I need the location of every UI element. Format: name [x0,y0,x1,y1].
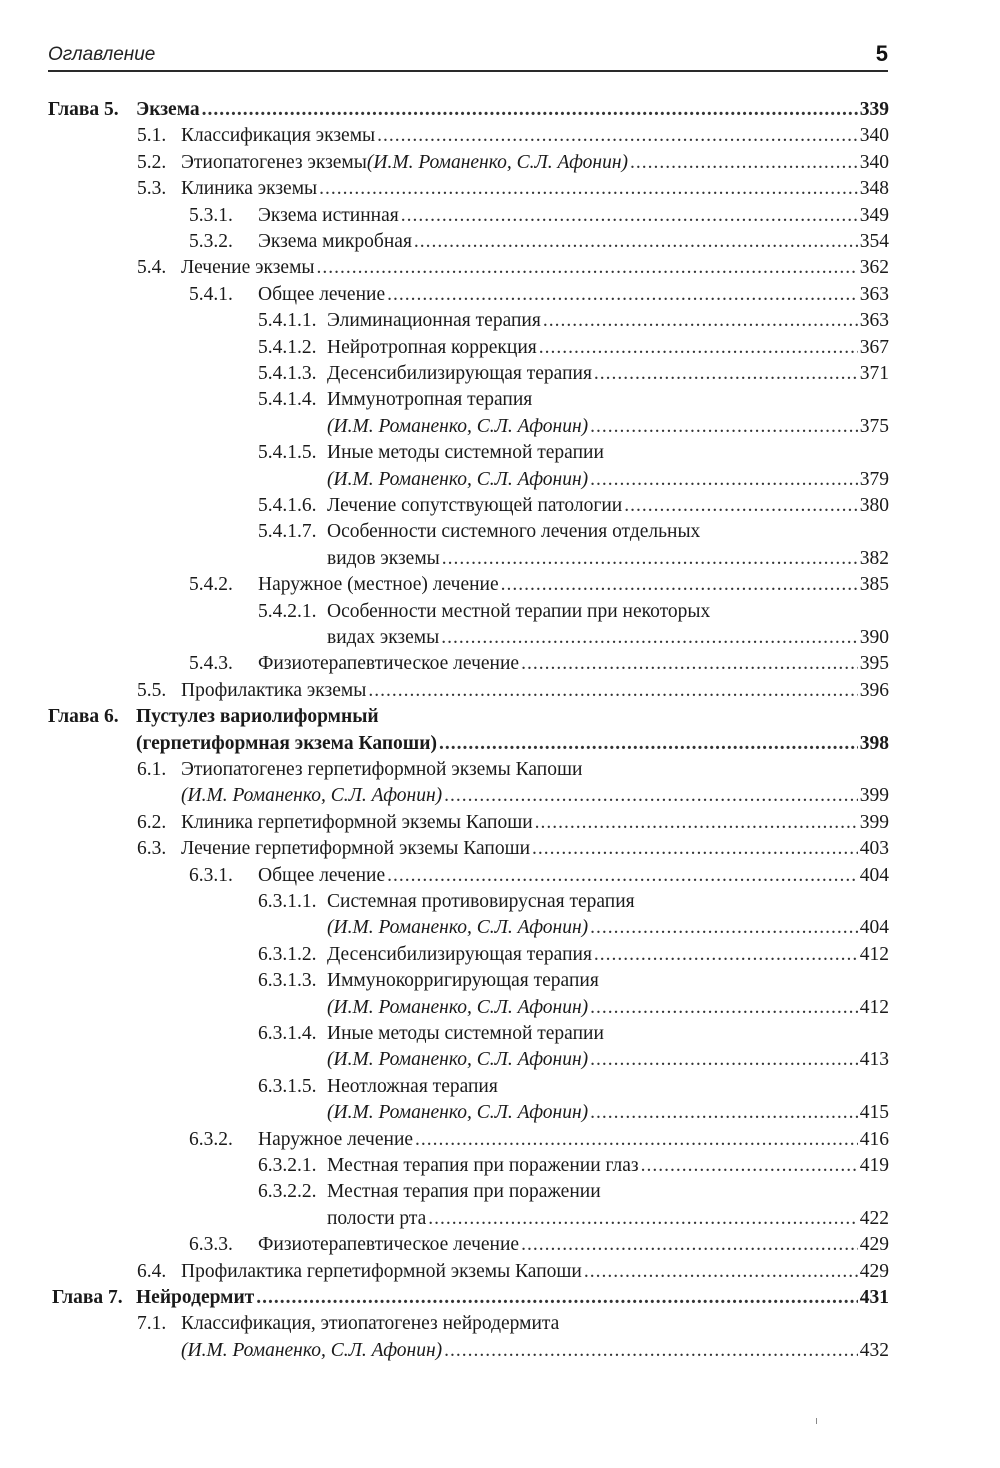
toc-row [0,783,1000,809]
toc-page-number: 398 [859,732,889,754]
toc-leader-dots [535,810,858,836]
toc-page-number: 380 [859,495,889,516]
page-header [48,42,888,72]
toc-row [0,625,1000,651]
toc-title: Классификация экземы [181,125,376,147]
toc-number: 5.5. [137,679,167,701]
toc-leader-dots [444,1338,858,1364]
toc-title: Десенсибилизирующая терапия [327,363,592,384]
toc-row [0,1153,1000,1179]
toc-number: 5.2. [137,151,167,173]
toc-title: Элиминационная терапия [327,310,541,332]
toc-page-number: 422 [859,1207,889,1229]
toc-number: 5.4.1.7. [258,521,317,543]
toc-title: Иммунотропная терапия [327,389,533,411]
toc-row [0,255,1000,281]
toc-leader-dots [590,414,858,440]
toc-authors: (И.М. Романенко, С.Л. Афонин) [366,151,628,173]
toc-row [0,308,1000,334]
toc-row [0,1100,1000,1126]
toc-number: 6.3.1. [189,864,233,886]
toc-leader-dots [256,1285,857,1311]
toc-number: 5.4.2. [189,574,233,596]
toc-row [0,889,1000,915]
toc-page-number: 429 [859,1260,889,1282]
toc-leader-dots [594,942,858,968]
toc-page-number: 413 [859,1049,889,1071]
toc-leader-dots [594,361,858,387]
toc-chapter-row [0,731,1000,757]
toc-number: 5.4.1.6. [258,495,317,516]
toc-row [0,942,1000,968]
toc-number: 5.3.1. [189,204,233,226]
toc-leader-dots [442,546,858,572]
toc-row [0,651,1000,677]
toc-leader-dots [590,1047,858,1073]
toc-page-number: 339 [859,99,889,120]
toc-number: 5.4.1.3. [258,363,317,384]
toc-number: 5.4.2.1. [258,600,317,622]
toc-title: Местная терапия при поражении глаз [327,1155,639,1176]
toc-title: Особенности местной терапии при некоторых [327,600,711,622]
toc-title: Экзема микробная [258,231,412,252]
toc-number: 6.3.1.1. [258,891,317,912]
toc-leader-dots [630,150,858,176]
toc-leader-dots [590,995,858,1021]
toc-number: 5.3.2. [189,231,233,252]
toc-leader-dots [439,731,858,757]
toc-number: 6.3.2. [189,1128,233,1150]
toc-page-number: 416 [859,1128,889,1150]
toc-leader-dots [532,836,858,862]
toc-row [0,1047,1000,1073]
toc-row [0,123,1000,149]
toc-page-number: 396 [859,679,889,701]
toc-row [0,1206,1000,1232]
toc-title: Десенсибилизирующая терапия [327,943,592,965]
toc-row [0,519,1000,545]
toc-row [0,1021,1000,1047]
toc-number: 6.3.1.4. [258,1023,317,1044]
toc-number: 5.4.3. [189,653,233,675]
toc-page-number: 390 [859,627,889,648]
toc-page-number: 348 [859,178,889,200]
toc-title: Иммунокорригирующая терапия [327,970,599,992]
toc-row [0,203,1000,229]
toc-number: 6.4. [137,1260,167,1282]
toc-leader-dots [590,467,858,493]
toc-row [0,1232,1000,1258]
toc-row [0,968,1000,994]
toc-title: видах экземы [327,627,440,648]
toc-page-number: 431 [859,1287,889,1308]
toc-page-number: 363 [859,310,889,332]
toc-title: Наружное лечение [258,1128,414,1150]
toc-leader-dots [319,176,858,202]
toc-row [0,810,1000,836]
toc-number: 5.4.1.4. [258,389,317,411]
running-head-section: Оглавление [48,44,156,65]
toc-number: 6.3.1.3. [258,970,317,992]
toc-leader-dots [539,335,858,361]
toc-page-number: 412 [859,996,889,1018]
toc-leader-dots [584,1259,858,1285]
toc-title: видов экземы [327,547,440,569]
toc-page-number: 403 [859,838,889,860]
toc-row [0,467,1000,493]
toc-number: 6.3.2.1. [258,1155,317,1176]
toc-chapter-row [0,704,1000,730]
toc-title: Системная противовирусная терапия [327,891,635,912]
toc-page-number: 340 [859,151,889,173]
toc-authors: (И.М. Романенко, С.Л. Афонин) [181,1339,443,1361]
toc-leader-dots [317,255,858,281]
page-number: 5 [875,41,888,66]
toc-row [0,995,1000,1021]
toc-title: Лечение герпетиформной экземы Капоши [181,838,531,860]
toc-leader-dots [202,97,858,123]
toc-title: Клиника герпетиформной экземы Капоши [181,811,533,833]
toc-title: Физиотерапевтическое лечение [258,1234,520,1256]
toc-row [0,863,1000,889]
toc-number: 5.4.1.1. [258,310,317,332]
toc-title: Особенности системного лечения отдельных [327,521,701,543]
toc-authors: (И.М. Романенко, С.Л. Афонин) [327,1049,589,1071]
toc-row [0,1074,1000,1100]
toc-page-number: 399 [859,811,889,833]
print-mark [816,1418,817,1424]
toc-number: 5.4.1.2. [258,336,317,358]
toc-title: (герпетиформная экзема Капоши) [136,732,438,754]
toc-page-number: 415 [859,1102,889,1124]
toc-title: Лечение сопутствующей патологии [327,495,623,516]
toc-authors: (И.М. Романенко, С.Л. Афонин) [327,468,589,490]
toc-authors: (И.М. Романенко, С.Л. Афонин) [327,415,589,437]
toc-number: 6.2. [137,811,167,833]
toc-row [0,1127,1000,1153]
toc-title: Общее лечение [258,864,386,886]
toc-page-number: 367 [859,336,889,358]
toc-row [0,335,1000,361]
toc-title: Нейродермит [136,1287,255,1308]
toc-number: 6.1. [137,759,167,780]
toc-leader-dots [377,123,858,149]
toc-title: Этиопатогенез герпетиформной экземы Капоши [181,759,583,780]
toc-leader-dots [590,1100,858,1126]
toc-leader-dots [401,203,858,229]
toc-row [0,1311,1000,1337]
toc-row [0,282,1000,308]
toc-page-number: 379 [859,468,889,490]
toc-leader-dots [521,651,858,677]
toc-page-number: 362 [859,257,889,279]
toc-title: Экзема [136,99,200,120]
toc-title: Этиопатогенез экземы [181,151,367,173]
toc-leader-dots [590,915,858,941]
toc-title: Местная терапия при поражении [327,1181,601,1203]
toc-row [0,836,1000,862]
toc-title: Нейротропная коррекция [327,336,537,358]
toc-row [0,387,1000,413]
toc-page-number: 340 [859,125,889,147]
toc-title: Профилактика герпетиформной экземы Капоши [181,1260,582,1282]
toc-number: 6.3. [137,838,167,860]
toc-leader-dots [444,783,858,809]
toc-page-number: 363 [859,283,889,305]
toc-leader-dots [368,678,857,704]
toc-row [0,150,1000,176]
toc-title: Неотложная терапия [327,1075,498,1097]
toc-authors: (И.М. Романенко, С.Л. Афонин) [181,785,443,807]
toc-leader-dots [641,1153,858,1179]
toc-title: Профилактика экземы [181,679,367,701]
toc-row [0,1259,1000,1285]
toc-number: 7.1. [137,1313,167,1335]
toc-row [0,757,1000,783]
toc-title: Иные методы системной терапии [327,442,604,464]
toc-authors: (И.М. Романенко, С.Л. Афонин) [327,996,589,1018]
toc-leader-dots [441,625,858,651]
toc-title: Физиотерапевтическое лечение [258,653,520,675]
toc-number: Глава 7. [52,1287,123,1308]
toc-row [0,572,1000,598]
toc-number: 6.3.1.2. [258,943,317,965]
toc-title: Лечение экземы [181,257,315,279]
toc-page-number: 419 [859,1155,889,1176]
toc-row [0,546,1000,572]
toc-page-number: 429 [859,1234,889,1256]
toc-row [0,361,1000,387]
toc-page-number: 404 [859,917,889,939]
toc-number: 6.3.1.5. [258,1075,317,1097]
toc-number: 5.1. [137,125,167,147]
toc-row [0,1338,1000,1364]
toc-leader-dots [387,863,858,889]
toc-leader-dots [415,1127,858,1153]
toc-page-number: 354 [859,231,889,252]
toc-leader-dots [501,572,858,598]
toc-row [0,678,1000,704]
toc-number: Глава 5. [48,99,119,120]
toc-page-number: 395 [859,653,889,675]
toc-number: 5.4.1. [189,283,233,305]
toc-row [0,414,1000,440]
toc-page-number: 349 [859,204,889,226]
toc-title: Общее лечение [258,283,386,305]
toc-number: 5.4. [137,257,167,279]
toc-row [0,915,1000,941]
toc-leader-dots [521,1232,858,1258]
toc-row [0,229,1000,255]
toc-number: 6.3.2.2. [258,1181,317,1203]
toc-leader-dots [428,1206,857,1232]
toc-leader-dots [624,493,858,519]
toc-authors: (И.М. Романенко, С.Л. Афонин) [327,1102,589,1124]
toc-title: Экзема истинная [258,204,399,226]
toc-title: Наружное (местное) лечение [258,574,499,596]
toc-page-number: 385 [859,574,889,596]
toc-page-number: 412 [859,943,889,965]
toc-number: 6.3.3. [189,1234,233,1256]
toc-title: Иные методы системной терапии [327,1023,604,1044]
toc-chapter-row [0,97,1000,123]
toc-title: Классификация, этиопатогенез нейродермита [181,1313,560,1335]
toc-row [0,493,1000,519]
toc-title: полости рта [327,1207,427,1229]
toc-chapter-row [0,1285,1000,1311]
toc-row [0,176,1000,202]
toc-row [0,440,1000,466]
toc-page-number: 371 [859,363,889,384]
toc-row [0,599,1000,625]
toc-number: 5.4.1.5. [258,442,317,464]
toc-page-number: 375 [859,415,889,437]
toc-leader-dots [414,229,858,255]
toc-page-number: 382 [859,547,889,569]
toc-page-number: 432 [859,1339,889,1361]
toc-leader-dots [387,282,858,308]
toc-leader-dots [543,308,858,334]
toc-title: Пустулез вариолиформный [136,706,379,728]
toc-page-number: 399 [859,785,889,807]
toc-page-number: 404 [859,864,889,886]
toc-title: Клиника экземы [181,178,318,200]
toc-row [0,1179,1000,1205]
toc-number: Глава 6. [48,706,119,728]
toc-authors: (И.М. Романенко, С.Л. Афонин) [327,917,589,939]
toc-number: 5.3. [137,178,167,200]
